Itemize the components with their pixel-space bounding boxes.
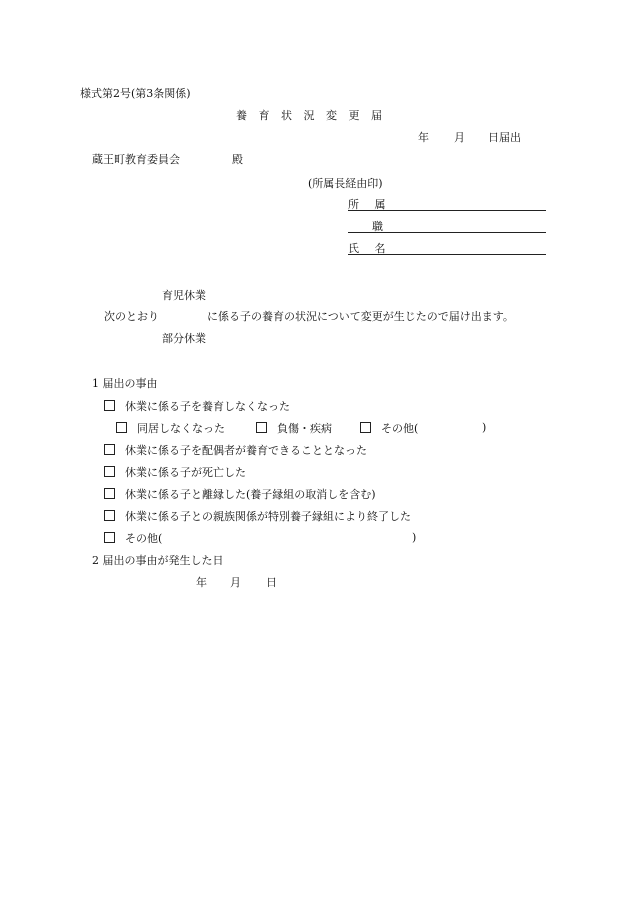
reason-child-died <box>104 466 246 478</box>
reason-injury-illness-label: 負傷・疾病 <box>277 422 332 435</box>
reason-other-sub-label: その他( <box>381 422 419 435</box>
reason-spouse-can-raise <box>104 444 367 456</box>
reason-not-living-together <box>116 422 225 434</box>
leave-type-partial: 部分休業 <box>162 332 206 345</box>
statement-body: に係る子の養育の状況について変更が生じたので届け出ます。 <box>207 310 514 323</box>
checkbox-child-died[interactable] <box>104 466 115 477</box>
affiliation-label: 所 属 <box>348 198 392 211</box>
reason-spouse-can-raise-label: 休業に係る子を配偶者が養育できることとなった <box>125 444 367 457</box>
section2-heading: 2 届出の事由が発生した日 <box>92 554 224 567</box>
affiliation-line <box>348 210 546 211</box>
reason-no-longer-raising <box>104 400 290 412</box>
checkbox-no-longer-raising[interactable] <box>104 400 115 411</box>
reason-injury-illness <box>256 422 332 434</box>
reason-special-adoption-ended-label: 休業に係る子との親族関係が特別養子縁組により終了した <box>125 510 411 523</box>
statement-prefix: 次のとおり <box>104 310 159 323</box>
checkbox-injury-illness[interactable] <box>256 422 267 433</box>
name-line <box>348 254 546 255</box>
addressee-honorific: 殿 <box>232 153 243 166</box>
checkbox-adoption-dissolved[interactable] <box>104 488 115 499</box>
reason-other-sub-close: ) <box>482 421 487 434</box>
reason-other-sub <box>360 422 418 434</box>
section1-heading: 1 届出の事由 <box>92 377 158 390</box>
reason-adoption-dissolved-label: 休業に係る子と離縁した(養子縁組の取消しを含む) <box>125 488 376 501</box>
submission-day: 日届出 <box>488 131 521 144</box>
checkbox-not-living-together[interactable] <box>116 422 127 433</box>
reason-other-close: ) <box>412 531 417 544</box>
position-line <box>348 232 546 233</box>
reason-not-living-together-label: 同居しなくなった <box>137 422 225 435</box>
checkbox-other-sub[interactable] <box>360 422 371 433</box>
occurrence-day: 日 <box>266 576 277 589</box>
reason-other <box>104 532 162 544</box>
occurrence-month: 月 <box>230 576 241 589</box>
checkbox-special-adoption-ended[interactable] <box>104 510 115 521</box>
occurrence-year: 年 <box>196 576 207 589</box>
form-title: 養 育 状 況 変 更 届 <box>236 109 386 122</box>
submission-month: 月 <box>454 131 465 144</box>
form-number: 様式第2号(第3条関係) <box>80 87 191 100</box>
reason-special-adoption-ended <box>104 510 411 522</box>
name-label: 氏 名 <box>348 242 392 255</box>
via-note: (所属長経由印) <box>308 177 383 190</box>
checkbox-spouse-can-raise[interactable] <box>104 444 115 455</box>
reason-other-label: その他( <box>125 532 163 545</box>
submission-year: 年 <box>418 131 429 144</box>
reason-adoption-dissolved <box>104 488 376 500</box>
checkbox-other[interactable] <box>104 532 115 543</box>
leave-type-childcare: 育児休業 <box>162 289 206 302</box>
reason-no-longer-raising-label: 休業に係る子を養育しなくなった <box>125 400 290 413</box>
addressee-board: 蔵王町教育委員会 <box>92 153 180 166</box>
reason-child-died-label: 休業に係る子が死亡した <box>125 466 246 479</box>
position-label: 職 <box>372 220 383 233</box>
